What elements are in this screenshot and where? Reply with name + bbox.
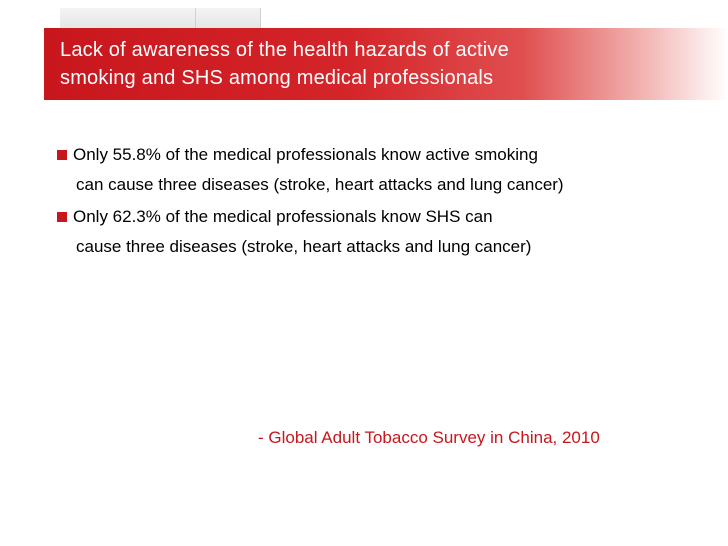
bullet-continuation: can cause three diseases (stroke, heart attacks and lung cancer) bbox=[76, 175, 564, 194]
bullet-item bbox=[57, 142, 717, 168]
source-citation: - Global Adult Tobacco Survey in China, 2010 bbox=[258, 428, 600, 447]
slide-title bbox=[60, 36, 680, 92]
red-square-bullet-icon bbox=[57, 150, 67, 160]
title-decor-tab bbox=[60, 8, 196, 28]
bullet-list bbox=[57, 142, 717, 266]
slide-title-line: smoking and SHS among medical professionals bbox=[60, 67, 494, 89]
slide-title-line: Lack of awareness of the health hazards of active bbox=[60, 39, 509, 61]
red-square-bullet-icon bbox=[57, 212, 67, 222]
bullet-continuation: cause three diseases (stroke, heart attacks and lung cancer) bbox=[76, 237, 532, 256]
bullet-text: Only 62.3% of the medical professionals know SHS can bbox=[73, 207, 493, 226]
bullet-item bbox=[57, 204, 717, 230]
title-decor-tab bbox=[196, 8, 261, 28]
bullet-text: Only 55.8% of the medical professionals know active smoking bbox=[73, 145, 538, 164]
